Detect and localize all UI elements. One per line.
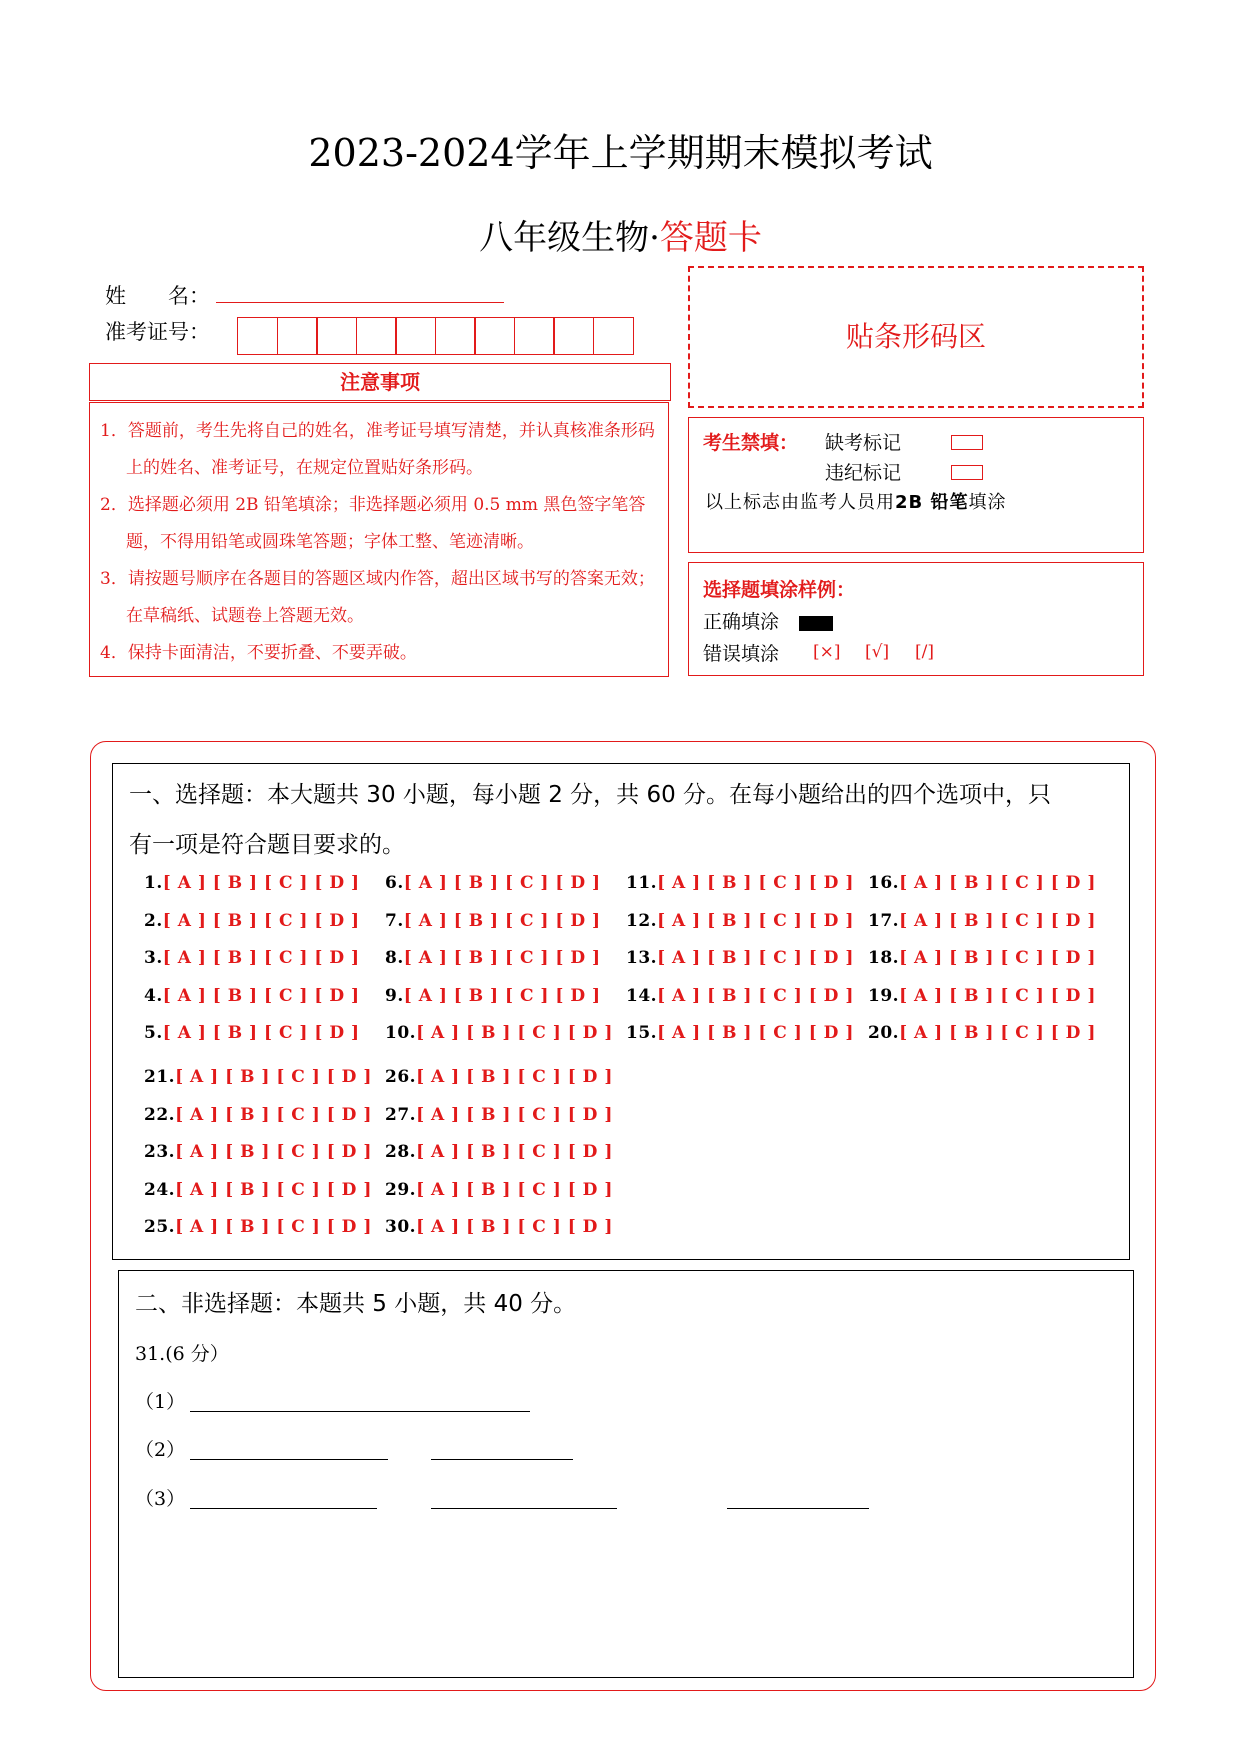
answer-options[interactable]: [ A ] [ B ] [ C ] [ D ] [175, 1067, 372, 1087]
correct-fill-mark [799, 616, 833, 631]
answer-options[interactable]: [ A ] [ B ] [ C ] [ D ] [175, 1179, 372, 1200]
question-number: 1. [144, 873, 163, 893]
id-number-boxes[interactable] [237, 317, 632, 355]
part-1-label: （1） [135, 1391, 186, 1413]
fill-sample-title: 选择题填涂样例： [703, 579, 856, 601]
answer-options[interactable]: [ A ] [ B ] [ C ] [ D ] [416, 1142, 613, 1162]
answer-options[interactable]: [ A ] [ B ] [ C ] [ D ] [416, 1067, 613, 1087]
id-digit-box[interactable] [237, 317, 278, 355]
choice-question[interactable] [868, 873, 1096, 893]
choice-question[interactable] [385, 1067, 613, 1087]
answer-options[interactable]: [ A ] [ B ] [ C ] [ D ] [416, 1104, 613, 1125]
question-number: 28. [385, 1142, 417, 1162]
question-number: 6. [385, 873, 404, 893]
wrong-mark-check: [√] [865, 642, 890, 662]
question-number: 5. [144, 1023, 163, 1043]
id-digit-box[interactable] [277, 317, 318, 355]
choice-question[interactable] [385, 948, 601, 968]
notice-item: 3．请按题号顺序在各题目的答题区域内作答，超出区域书写的答案无效；在草稿纸、试题卷上答题无效。 [100, 569, 655, 626]
answer-options[interactable]: [ A ] [ B ] [ C ] [ D ] [416, 1023, 613, 1043]
examiner-only-title: 考生禁填： [703, 432, 799, 454]
section-choice-heading-1: 一、选择题：本大题共 30 小题，每小题 2 分，共 60 分。在每小题给出的四个选项中，只 [129, 782, 1052, 808]
notice-item: 2．选择题必须用 2B 铅笔填涂；非选择题必须用 0.5 mm 黑色签字笔答题，不得用铅笔或圆珠笔答题；字体工整、笔迹清晰。 [100, 495, 646, 552]
wrong-mark-cross: [×] [813, 642, 841, 662]
choice-question[interactable] [385, 1023, 613, 1043]
question-number: 3. [144, 948, 163, 968]
answer-line[interactable] [190, 1410, 530, 1412]
choice-question[interactable] [144, 911, 360, 931]
id-label: 准考证号： [105, 320, 210, 344]
id-digit-box[interactable] [553, 317, 594, 355]
choice-question[interactable] [385, 1217, 613, 1237]
choice-question[interactable] [385, 1105, 613, 1125]
choice-question[interactable] [144, 1023, 360, 1043]
notice-body [89, 402, 669, 677]
violation-mark-box[interactable] [951, 465, 983, 480]
name-label: 姓 名： [105, 284, 210, 308]
exam-title: 2023-2024学年上学期期末模拟考试 [308, 131, 933, 175]
id-digit-box[interactable] [514, 317, 555, 355]
question-number: 16. [868, 873, 900, 893]
question-number: 24. [144, 1179, 176, 1200]
choice-question[interactable] [144, 1105, 372, 1125]
answer-options[interactable]: [ A ] [ B ] [ C ] [ D ] [175, 1104, 372, 1125]
id-digit-box[interactable] [395, 317, 436, 355]
question-number: 18. [868, 948, 900, 968]
choice-question[interactable] [144, 1180, 372, 1200]
section-open [118, 1270, 1134, 1678]
question-number: 21. [144, 1067, 176, 1087]
choice-question[interactable] [385, 1180, 613, 1200]
question-number: 19. [868, 985, 900, 1006]
question-number: 23. [144, 1142, 176, 1162]
choice-question[interactable] [626, 1023, 854, 1043]
question-number: 7. [385, 910, 404, 931]
answer-options[interactable]: [ A ] [ B ] [ C ] [ D ] [899, 1023, 1096, 1043]
choice-question[interactable] [626, 948, 854, 968]
question-number: 4. [144, 985, 163, 1006]
question-number: 22. [144, 1104, 176, 1125]
answer-options[interactable]: [ A ] [ B ] [ C ] [ D ] [162, 873, 360, 893]
answer-options[interactable]: [ A ] [ B ] [ C ] [ D ] [899, 985, 1096, 1006]
question-31-label: 31.(6 分） [135, 1343, 229, 1365]
notice-item: 1．答题前，考生先将自己的姓名，准考证号填写清楚，并认真核准条形码上的姓名、准考证号，在规定位置贴好条形码。 [100, 421, 655, 478]
answer-line[interactable] [727, 1507, 869, 1509]
notice-item: 4．保持卡面清洁，不要折叠、不要弄破。 [100, 643, 417, 663]
choice-question[interactable] [385, 1142, 613, 1162]
answer-options[interactable]: [ A ] [ B ] [ C ] [ D ] [162, 1023, 360, 1043]
answer-options[interactable]: [ A ] [ B ] [ C ] [ D ] [899, 948, 1096, 968]
answer-options[interactable]: [ A ] [ B ] [ C ] [ D ] [175, 1217, 372, 1237]
id-digit-box[interactable] [593, 317, 634, 355]
fill-sample-box [688, 562, 1144, 676]
question-number: 13. [626, 948, 658, 968]
answer-line[interactable] [190, 1507, 377, 1509]
question-number: 11. [626, 873, 658, 893]
answer-options[interactable]: [ A ] [ B ] [ C ] [ D ] [899, 910, 1096, 931]
wrong-mark-slash: [/] [915, 642, 934, 662]
answer-options[interactable]: [ A ] [ B ] [ C ] [ D ] [175, 1142, 372, 1162]
answer-line[interactable] [190, 1458, 388, 1460]
subtitle-dot: · [649, 218, 660, 258]
section-open-heading: 二、非选择题：本题共 5 小题，共 40 分。 [135, 1291, 577, 1317]
answer-options[interactable]: [ A ] [ B ] [ C ] [ D ] [657, 873, 854, 893]
answer-options[interactable]: [ A ] [ B ] [ C ] [ D ] [657, 948, 854, 968]
question-number: 29. [385, 1179, 417, 1200]
card-subtitle [0, 210, 1241, 259]
choice-question[interactable] [626, 873, 854, 893]
answer-options[interactable]: [ A ] [ B ] [ C ] [ D ] [403, 948, 601, 968]
subtitle-answer-card: 答题卡 [659, 218, 762, 258]
answer-line[interactable] [431, 1458, 573, 1460]
question-number: 15. [626, 1023, 658, 1043]
choice-question[interactable] [868, 948, 1096, 968]
question-number: 9. [385, 985, 404, 1006]
answer-options[interactable]: [ A ] [ B ] [ C ] [ D ] [403, 873, 601, 893]
part-3-label: （3） [135, 1488, 186, 1510]
examiner-note-suffix: 填涂 [968, 492, 1007, 513]
question-number: 17. [868, 910, 900, 931]
absent-label: 缺考标记 [825, 432, 902, 454]
notice-title: 注意事项 [89, 363, 671, 401]
choice-question[interactable] [626, 986, 854, 1006]
choice-question[interactable] [385, 911, 601, 931]
question-number: 14. [626, 985, 658, 1006]
choice-question[interactable] [144, 948, 360, 968]
examiner-note-pencil: 2B 铅笔 [895, 492, 969, 513]
subtitle-grade: 八年级生物 [479, 218, 650, 258]
answer-options[interactable]: [ A ] [ B ] [ C ] [ D ] [657, 1023, 854, 1043]
part-2-label: （2） [135, 1439, 186, 1461]
choice-question[interactable] [144, 1217, 372, 1237]
question-number: 8. [385, 948, 404, 968]
choice-question[interactable] [144, 1142, 372, 1162]
choice-question[interactable] [144, 1067, 372, 1087]
answer-options[interactable]: [ A ] [ B ] [ C ] [ D ] [657, 985, 854, 1006]
choice-question[interactable] [626, 911, 854, 931]
choice-grid [0, 873, 1241, 1253]
answer-options[interactable]: [ A ] [ B ] [ C ] [ D ] [162, 948, 360, 968]
answer-options[interactable]: [ A ] [ B ] [ C ] [ D ] [403, 910, 601, 931]
absent-mark-box[interactable] [951, 435, 983, 450]
section-choice-heading-2: 有一项是符合题目要求的。 [129, 832, 405, 858]
answer-options[interactable]: [ A ] [ B ] [ C ] [ D ] [416, 1179, 613, 1200]
question-number: 27. [385, 1104, 417, 1125]
question-number: 12. [626, 910, 658, 931]
choice-question[interactable] [144, 986, 360, 1006]
answer-options[interactable]: [ A ] [ B ] [ C ] [ D ] [657, 910, 854, 931]
question-number: 10. [385, 1023, 417, 1043]
examiner-note [705, 488, 1007, 514]
answer-options[interactable]: [ A ] [ B ] [ C ] [ D ] [899, 873, 1096, 893]
correct-fill-label: 正确填涂 [703, 611, 780, 633]
answer-options[interactable]: [ A ] [ B ] [ C ] [ D ] [162, 910, 360, 931]
examiner-note-prefix: 以上标志由监考人员用 [705, 492, 895, 513]
choice-question[interactable] [868, 1023, 1096, 1043]
id-digit-box[interactable] [474, 317, 515, 355]
barcode-area: 贴条形码区 [688, 266, 1144, 408]
question-number: 26. [385, 1067, 417, 1087]
answer-options[interactable]: [ A ] [ B ] [ C ] [ D ] [403, 985, 601, 1006]
wrong-fill-label: 错误填涂 [703, 643, 780, 665]
id-digit-box[interactable] [435, 317, 476, 355]
question-number: 25. [144, 1217, 176, 1237]
question-number: 2. [144, 910, 163, 931]
answer-line[interactable] [431, 1507, 617, 1509]
question-number: 30. [385, 1217, 417, 1237]
choice-question[interactable] [385, 873, 601, 893]
question-number: 20. [868, 1023, 900, 1043]
name-field[interactable] [216, 301, 504, 303]
choice-question[interactable] [868, 986, 1096, 1006]
choice-question[interactable] [144, 873, 360, 893]
answer-options[interactable]: [ A ] [ B ] [ C ] [ D ] [416, 1217, 613, 1237]
id-digit-box[interactable] [316, 317, 357, 355]
examiner-only-box [688, 417, 1144, 553]
choice-question[interactable] [868, 911, 1096, 931]
choice-question[interactable] [385, 986, 601, 1006]
answer-options[interactable]: [ A ] [ B ] [ C ] [ D ] [162, 985, 360, 1006]
violation-label: 违纪标记 [825, 462, 902, 484]
id-digit-box[interactable] [356, 317, 397, 355]
